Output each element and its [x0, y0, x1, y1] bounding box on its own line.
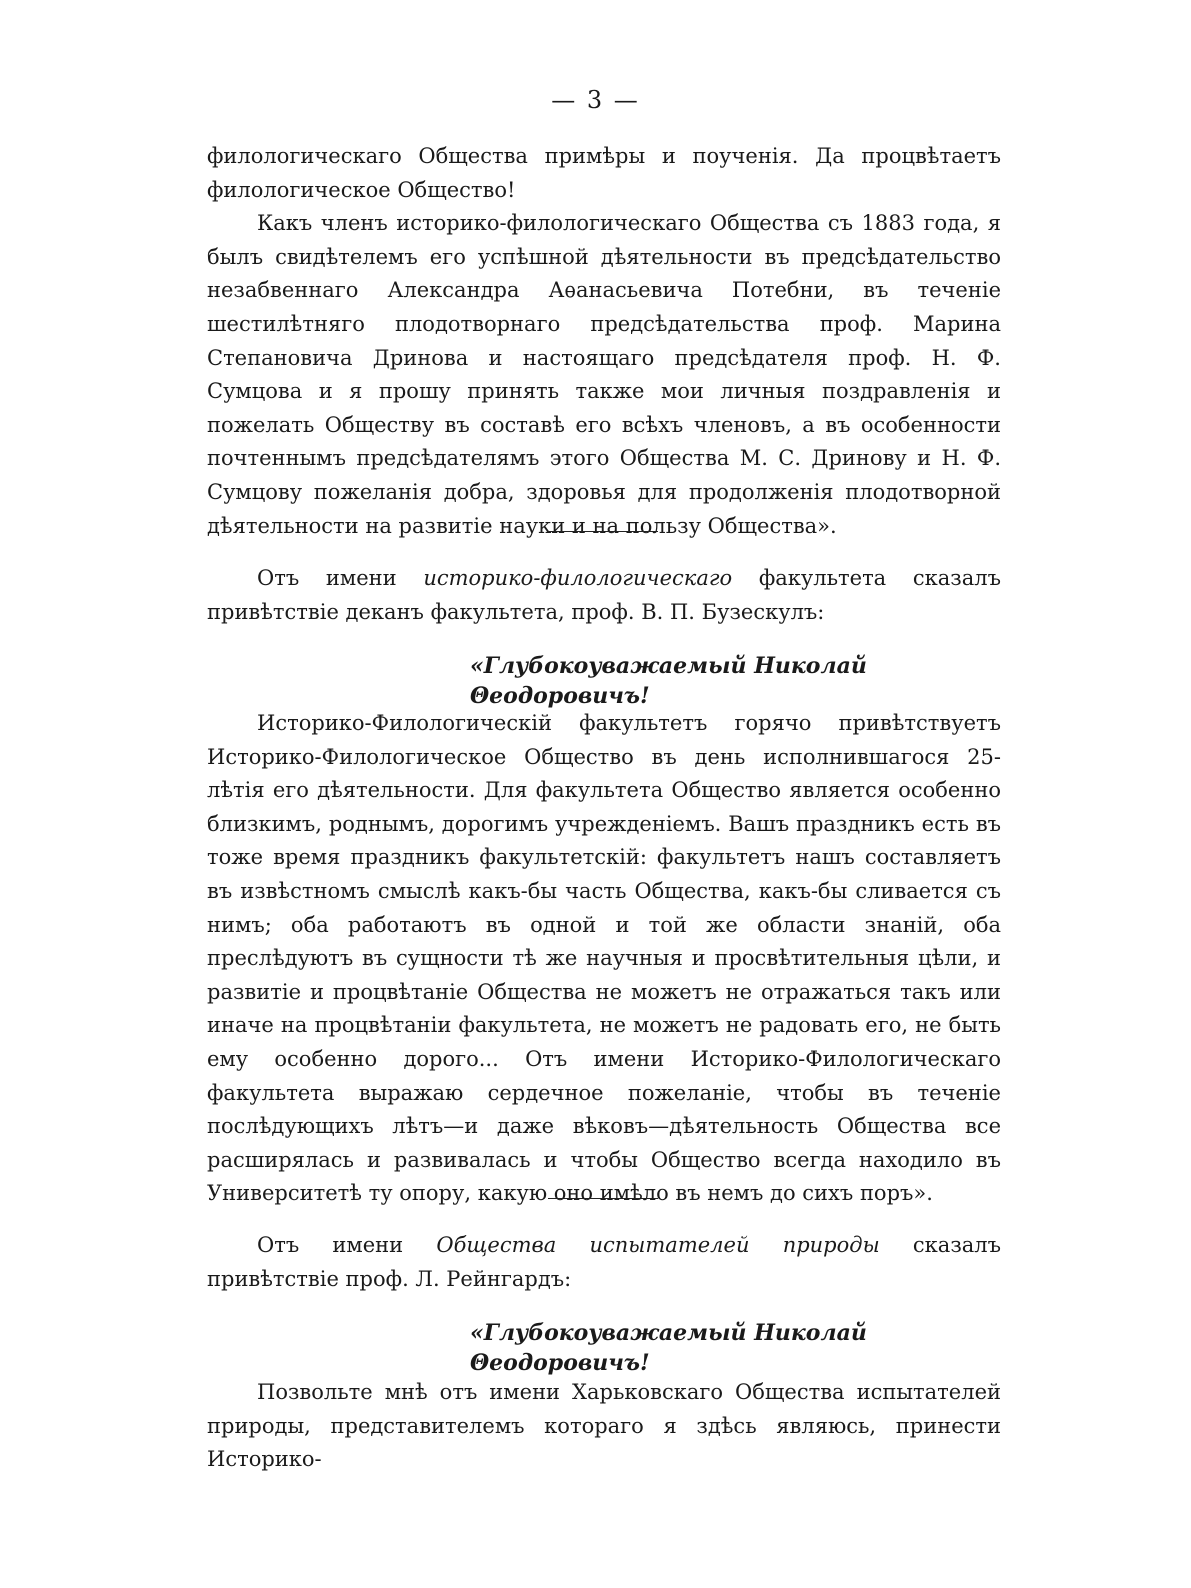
section-naturalists-address: [207, 1376, 1001, 1477]
paragraph-member-statement: Какъ членъ историко-филологическаго Общества съ 1883 года, я былъ свидѣтелемъ его успѣшной дѣятельности въ предсѣдательство незабвеннаго Александра Аѳанасьевича Потебни, въ теченіе шестилѣтняго плодотворнаго предсѣдательства проф. Марина Степановича Дринова и настоящаго предсѣдателя проф. Н. Ф. Сумцова и я прошу принять также мои личныя поздравленія и пожелать Обществу въ составѣ его всѣхъ членовъ, а въ особенности почтеннымъ предсѣдателямъ этого Общества М. С. Дринову и Н. Ф. Сумцову пожеланія добра, здоровья для продолженія плодотворной дѣятельности на развитіе науки и на пользу Общества».: [207, 211, 1001, 538]
section-society-member-greeting: [207, 140, 1001, 543]
page-number: — 3 —: [551, 86, 640, 114]
intro-text-rest: сказалъ привѣтствіе проф. Л. Рейнгардъ:: [207, 1233, 1001, 1291]
section-divider: [548, 531, 658, 532]
intro-society-name: Общества испытателей природы: [436, 1233, 880, 1257]
salutation-faculty: «Глубокоуважаемый Николай Θеодоровичъ!: [470, 653, 867, 709]
salutation-naturalists: «Глубокоуважаемый Николай Θеодоровичъ!: [470, 1320, 867, 1376]
section-faculty-intro: [207, 562, 1001, 629]
intro-faculty-name: историко-филологическаго: [423, 566, 733, 590]
paragraph-naturalists-address: Позвольте мнѣ отъ имени Харьковскаго Общества испытателей природы, представителемъ котораго я здѣсь являюсь, принести Историко-: [207, 1380, 1001, 1472]
intro-text: Отъ имени: [257, 1233, 404, 1257]
intro-text-rest: факультета сказалъ привѣтствіе деканъ факультета, проф. В. П. Бузескулъ:: [207, 566, 1001, 624]
paragraph-faculty-address: Историко-Филологическій факультетъ горячо привѣтствуетъ Историко-Филологическое Общество въ день исполнившагося 25-лѣтія его дѣятельности. Для факультета Общество является особенно близкимъ, роднымъ, дорогимъ учрежденіемъ. Вашъ праздникъ есть въ тоже время праздникъ факультетскій: факультетъ нашъ составляетъ въ извѣстномъ смыслѣ какъ-бы часть Общества, какъ-бы сливается съ нимъ; оба работаютъ въ одной и той же области знаній, оба преслѣдуютъ въ сущности тѣ же научныя и просвѣтительныя цѣли, и развитіе и процвѣтаніе Общества не можетъ не отражаться такъ или иначе на процвѣтаніи факультета, не можетъ не радовать его, не быть ему особенно дорого... Отъ имени Историко-Филологическаго факультета выражаю сердечное пожеланіе, чтобы въ теченіе послѣдующихъ лѣтъ—и даже вѣковъ—дѣятельность Общества все расширялась и развивалась и чтобы Общество всегда находило въ Университетѣ ту опору, какую оно имѣло въ немъ до сихъ поръ».: [207, 711, 1001, 1206]
section-faculty-address: [207, 707, 1001, 1211]
section-naturalists-intro: [207, 1229, 1001, 1296]
section-divider: [548, 1198, 658, 1199]
intro-text: Отъ имени: [257, 566, 397, 590]
paragraph-continuation: филологическаго Общества примѣры и поученія. Да процвѣтаетъ филологическое Общество!: [207, 144, 1001, 202]
